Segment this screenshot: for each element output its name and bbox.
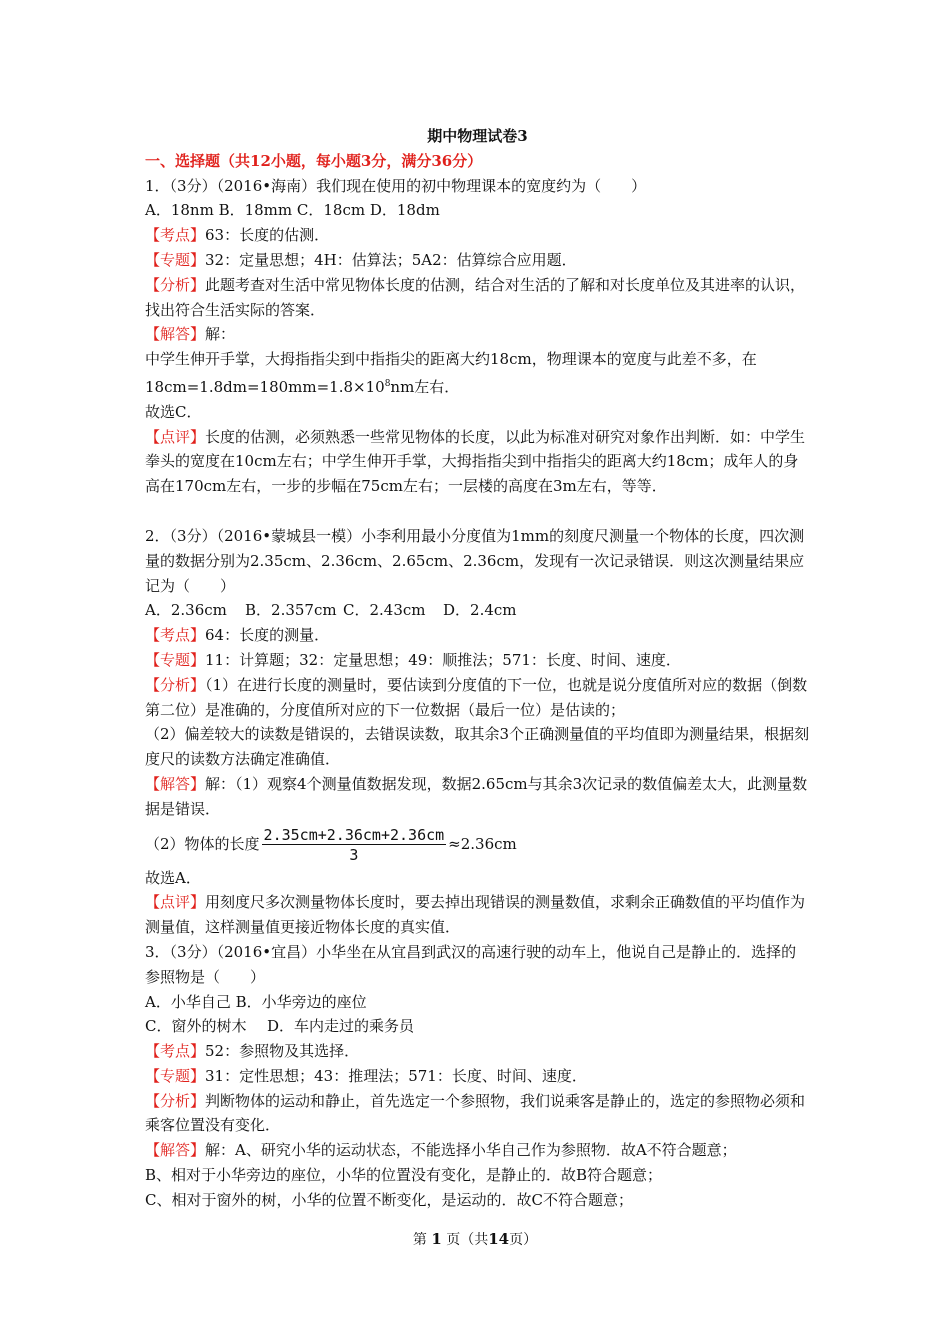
q2-zhuanti bbox=[145, 648, 810, 673]
q1-zhuanti bbox=[145, 248, 810, 273]
page-title: 期中物理试卷3 bbox=[427, 127, 528, 145]
q3-stem: 3．（3分）（2016•宜昌）小华坐在从宜昌到武汉的高速行驶的动车上，他说自己是静止的．选择的参照物是（ ） bbox=[145, 942, 797, 986]
zhuanti-tag: 【专题】 bbox=[145, 250, 206, 269]
q2-kaodian bbox=[145, 623, 810, 648]
q1-stem: 1．（3分）（2016•海南）我们现在使用的初中物理课本的宽度约为（ ） bbox=[145, 176, 647, 195]
q1-jieda-body-part1: 中学生伸开手掌，大拇指指尖到中指指尖的距离大约18cm，物理课本的宽度与此差不多，在18cm=1.8dm=180mm=1.8×10 bbox=[145, 350, 757, 396]
jieda-tag: 【解答】 bbox=[145, 325, 206, 344]
fenxi-tag: 【分析】 bbox=[145, 1091, 206, 1110]
q2-option-b: B．2.357cm bbox=[245, 601, 337, 620]
q3-jieda-3: C、相对于窗外的树，小华的位置不断变化，是运动的．故C不符合题意； bbox=[145, 1190, 633, 1209]
q2-jieda-text-1: 解：（1）观察4个测量值数据发现，数据2.65cm与其余3次记录的数值偏差太大，此测量数据是错误． bbox=[145, 774, 808, 818]
question-3 bbox=[145, 940, 810, 1213]
q2-formula-prefix: （2）物体的长度 bbox=[145, 834, 260, 853]
dianping-tag: 【点评】 bbox=[145, 427, 206, 446]
q1-jieda-body-part2: nm左右． bbox=[390, 377, 460, 396]
q2-option-a: A．2.36cm bbox=[145, 601, 227, 620]
q2-option-c: C．2.43cm bbox=[343, 601, 426, 620]
q3-zhuanti bbox=[145, 1064, 810, 1089]
q1-options: A．18nm B．18mm C．18cm D．18dm bbox=[145, 201, 440, 220]
fraction-denominator: 3 bbox=[349, 845, 359, 864]
kaodian-tag: 【考点】 bbox=[145, 1042, 206, 1061]
question-1 bbox=[145, 174, 810, 499]
average-fraction bbox=[262, 826, 447, 864]
q1-answer: 故选C． bbox=[145, 402, 202, 421]
q1-kaodian-text: 63：长度的估测． bbox=[205, 226, 330, 245]
q3-kaodian-text: 52：参照物及其选择． bbox=[205, 1042, 360, 1061]
q2-dianping-text: 用刻度尺多次测量物体长度时，要去掉出现错误的测量数值，求剩余正确数值的平均值作为测量值，这样测量值更接近物体长度的真实值． bbox=[145, 893, 806, 937]
q2-formula-line bbox=[145, 826, 810, 864]
q1-jieda bbox=[145, 322, 810, 347]
q2-formula-suffix: ≈2.36cm bbox=[448, 834, 517, 853]
q3-options-1: A．小华自己 B．小华旁边的座位 bbox=[145, 992, 367, 1011]
q1-jieda-body bbox=[145, 347, 810, 400]
jieda-tag: 【解答】 bbox=[145, 1141, 206, 1160]
footer-page-number: 1 bbox=[431, 1230, 442, 1248]
fraction-numerator: 2.35cm+2.36cm+2.36cm bbox=[263, 825, 445, 844]
q2-option-d: D．2.4cm bbox=[443, 601, 517, 620]
section-heading: 一、选择题（共12小题，每小题3分，满分36分） bbox=[145, 151, 483, 170]
q3-jieda-text-1: 解：A、研究小华的运动状态，不能选择小华自己作为参照物．故A不符合题意； bbox=[205, 1141, 737, 1160]
q3-jieda bbox=[145, 1138, 810, 1163]
q3-fenxi bbox=[145, 1089, 810, 1139]
q2-fenxi-2: （2）偏差较大的读数是错误的，去错误读数，取其余3个正确测量值的平均值即为测量结果，根据刻度尺的读数方法确定准确值． bbox=[145, 725, 810, 769]
question-2 bbox=[145, 524, 810, 940]
zhuanti-tag: 【专题】 bbox=[145, 650, 206, 669]
zhuanti-tag: 【专题】 bbox=[145, 1066, 206, 1085]
kaodian-tag: 【考点】 bbox=[145, 226, 206, 245]
q3-fenxi-text: 判断物体的运动和静止，首先选定一个参照物，我们说乘客是静止的，选定的参照物必须和乘客位置没有变化． bbox=[145, 1091, 806, 1135]
q1-dianping-text: 长度的估测，必须熟悉一些常见物体的长度，以此为标准对研究对象作出判断．如：中学生拳头的宽度在10cm左右；中学生伸开手掌，大拇指指尖到中指指尖的距离大约18cm；成年人的身高在170cm左右，一步的步幅在75cm左右；一层楼的高度在3m左右，等等． bbox=[145, 427, 806, 496]
footer-total-pages: 14 bbox=[488, 1230, 510, 1248]
q3-options-2 bbox=[145, 1014, 810, 1039]
footer-middle: 页（共 bbox=[446, 1232, 489, 1248]
q1-fenxi-text: 此题考查对生活中常见物体长度的估测，结合对生活的了解和对长度单位及其进率的认识，找出符合生活实际的答案． bbox=[145, 275, 806, 319]
q2-options bbox=[145, 598, 810, 623]
q1-fenxi bbox=[145, 273, 810, 323]
q3-jieda-2: B、相对于小华旁边的座位，小华的位置没有变化，是静止的．故B符合题意； bbox=[145, 1166, 663, 1185]
q1-exponent: 8 bbox=[384, 378, 391, 389]
q3-zhuanti-text: 31：定性思想；43：推理法；571：长度、时间、速度． bbox=[205, 1066, 587, 1085]
fenxi-tag: 【分析】 bbox=[145, 275, 206, 294]
document-body bbox=[145, 120, 810, 1213]
kaodian-tag: 【考点】 bbox=[145, 626, 206, 645]
q2-dianping bbox=[145, 890, 810, 940]
fenxi-tag: 【分析】 bbox=[145, 675, 206, 694]
q2-answer: 故选A． bbox=[145, 868, 201, 887]
dianping-tag: 【点评】 bbox=[145, 893, 206, 912]
q3-kaodian bbox=[145, 1039, 810, 1064]
q2-fenxi bbox=[145, 673, 810, 723]
q1-kaodian bbox=[145, 223, 810, 248]
jieda-tag: 【解答】 bbox=[145, 774, 206, 793]
footer-prefix: 第 bbox=[412, 1232, 427, 1248]
q1-zhuanti-text: 32：定量思想；4H：估算法；5A2：估算综合应用题． bbox=[205, 250, 577, 269]
q2-kaodian-text: 64：长度的测量． bbox=[205, 626, 330, 645]
q2-stem: 2．（3分）（2016•蒙城县一模）小李利用最小分度值为1mm的刻度尺测量一个物体的长度，四次测量的数据分别为2.35cm、2.36cm、2.65cm、2.36cm，发现有一次记录错误．则这次测量结果应记为（ ） bbox=[145, 526, 805, 595]
q1-dianping bbox=[145, 425, 810, 499]
q3-option-d: D．车内走过的乘务员 bbox=[267, 1017, 415, 1036]
footer-suffix: 页） bbox=[509, 1232, 538, 1248]
q2-jieda bbox=[145, 772, 810, 822]
q3-option-c: C．窗外的树木 bbox=[145, 1017, 247, 1036]
q2-zhuanti-text: 11：计算题；32：定量思想；49：顺推法；571：长度、时间、速度． bbox=[205, 650, 681, 669]
q1-jieda-text: 解： bbox=[205, 325, 236, 344]
q2-fenxi-text-1: （1）在进行长度的测量时，要估读到分度值的下一位，也就是说分度值所对应的数据（倒数第二位）是准确的，分度值所对应的下一位数据（最后一位）是估读的； bbox=[145, 675, 808, 719]
spacer bbox=[145, 499, 810, 524]
page-footer bbox=[0, 1229, 950, 1249]
